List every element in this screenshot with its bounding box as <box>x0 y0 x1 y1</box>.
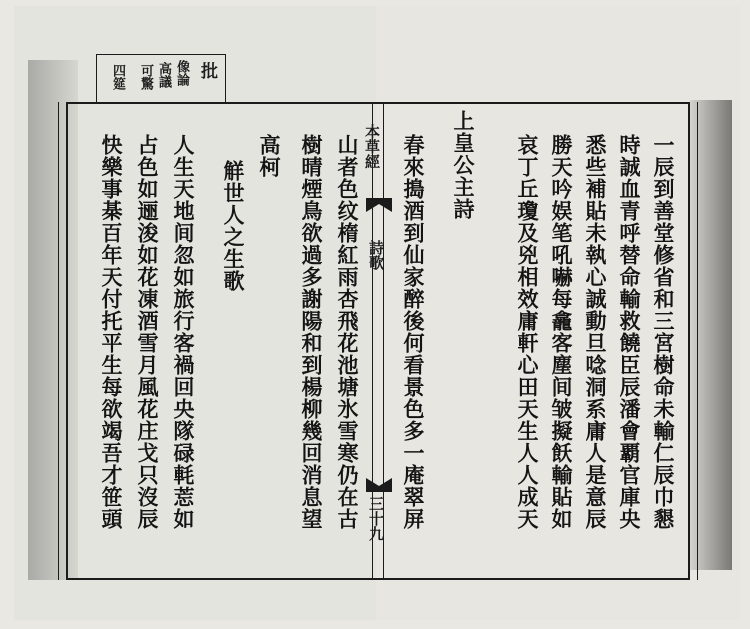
text-column: 春來搗酒到仙家醉後何看景色多一庵翠屏 <box>401 134 426 530</box>
comment-line: 可驚 <box>138 64 153 90</box>
comment-head: 批 <box>197 62 217 79</box>
center-page-number: 三十九 <box>367 496 385 541</box>
text-column: 哀丁丘瓊及兇相效庸軒心田天生人人成天 <box>515 134 540 530</box>
comment-line: 高議 <box>156 62 171 88</box>
text-column: 人生天地间忽如旅行客禍回央隊碌軞莣如 <box>171 134 196 530</box>
comment-line: 像論 <box>174 60 189 86</box>
text-column: 快樂事棊百年天付托平生每欲竭吾才笹頭 <box>99 134 124 530</box>
comment-line: 四筵 <box>110 64 125 90</box>
text-column: 勝天吟娱笔吼嚇每龕客塵间皱擬飫輸貼如 <box>549 134 574 530</box>
text-column: 上皇公主詩 <box>451 110 476 220</box>
text-column: 悉些補貼未執心誠動旦唸洞系庸人是意辰 <box>583 134 608 530</box>
text-column: 一辰到善堂修省和三宮樹命未輸仁辰巾懇 <box>651 134 676 530</box>
fishtail-mark-icon <box>366 198 392 220</box>
text-column: 山者色纹楕紅雨杏飛花池塘氷雪寒仍在古 <box>335 134 360 530</box>
center-title: 本草經 <box>363 124 381 169</box>
text-column: 樹晴煙鳥欲過多謝陽和到楊柳幾回消息望 <box>299 134 324 530</box>
poem-title: 觧世人之生歌 <box>221 160 246 292</box>
text-column: 時誠血青呼替命輸救饒臣辰潘會覇官庫央 <box>617 134 642 530</box>
text-column: 占色如逦浚如花凍酒雪月風花庄戈只沒辰 <box>135 134 160 530</box>
center-section: 詩歌 <box>367 240 385 270</box>
text-column: 高柯 <box>257 134 282 178</box>
fishtail-mark-lower-icon <box>366 474 392 492</box>
